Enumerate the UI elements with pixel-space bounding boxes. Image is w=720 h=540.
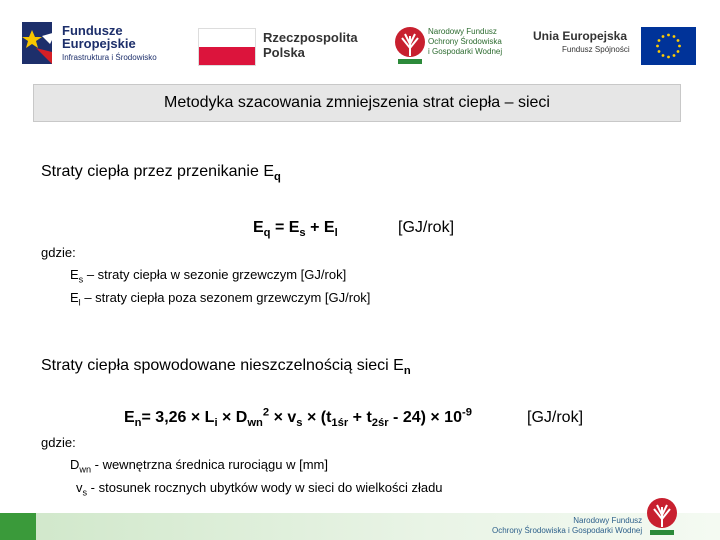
section1-gdzie: gdzie:: [41, 245, 76, 260]
nfosigw-logo-text: [428, 27, 502, 57]
fundusze-europejskie-logo: [22, 20, 172, 68]
nfosigw-logo-icon: [394, 26, 426, 66]
section1-formula: $E_q = E_s + E_l$: [253, 219, 338, 240]
slide-title: Metodyka szacowania zmniejszenia strat ciepła – sieci: [164, 94, 550, 111]
rp-line2: Polska: [263, 45, 305, 60]
rp-line1: Rzeczpospolita: [263, 30, 358, 45]
section1-heading: Straty ciepła przez przenikanie $E_q$: [41, 163, 281, 184]
nf-line1: Narodowy Fundusz: [428, 27, 497, 36]
section1-unit: [GJ/rok]: [398, 219, 455, 236]
section2-def2: $v_s$ - stosunek rocznych ubytków wody w sieci do wielkości zładu: [76, 480, 443, 498]
nf-line2: Ochrony Środowiska: [428, 37, 502, 46]
section2-unit: [GJ/rok]: [527, 409, 584, 426]
fe-name-line2: Europejskie: [62, 36, 136, 51]
polish-flag-icon: [198, 28, 256, 66]
fe-star-icon: [22, 22, 58, 64]
ue-title: Unia Europejska: [533, 29, 628, 43]
footer-green-block: [0, 513, 36, 540]
ue-sub: Fundusz Spójności: [562, 45, 630, 54]
section1-def2: $E_l$ – straty ciepła poza sezonem grzewczym [GJ/rok]: [70, 290, 371, 308]
nf-line3: i Gospodarki Wodnej: [428, 47, 503, 56]
section2-def1: $D_{wn}$ - wewnętrzna średnica rurociągu w [mm]: [70, 457, 328, 475]
footer-line2: Ochrony Środowiska i Gospodarki Wodnej: [492, 526, 643, 535]
section2-formula: $E_n= 3,26 \times L_i \times D_{wn}^2 \times v_s \times (t_{1śr} + t_{2śr} - 24) \times 10^{-9}$: [124, 406, 472, 430]
fe-name-line1: Fundusze: [62, 23, 123, 38]
footer-nfosigw-icon: [645, 497, 679, 537]
rzeczpospolita-logo-text: [263, 30, 358, 60]
eu-flag-icon: [641, 27, 696, 65]
section1-def1: $E_s$ – straty ciepła w sezonie grzewczym [GJ/rok]: [70, 267, 347, 285]
fe-program: Infrastruktura i Środowisko: [62, 53, 157, 62]
footer-line1: Narodowy Fundusz: [573, 516, 643, 525]
footer-logo-text: [492, 516, 642, 536]
section2-gdzie: gdzie:: [41, 435, 76, 450]
section2-heading: Straty ciepła spowodowane nieszczelnością sieci $E_n$: [41, 357, 411, 378]
